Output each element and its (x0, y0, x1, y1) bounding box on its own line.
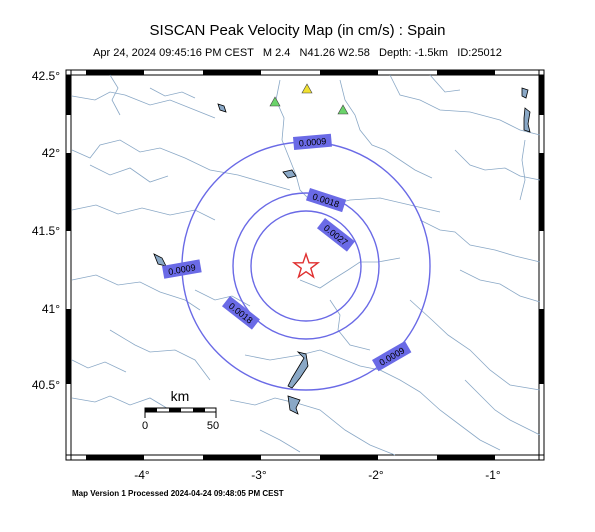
lat-tick-label: 42° (41, 146, 60, 160)
lon-tick-label: -4° (134, 468, 150, 482)
contour-label: 0.0018 (311, 191, 341, 210)
contour-label: 0.0018 (226, 300, 255, 326)
lat-tick-label: 40.5° (31, 378, 60, 392)
contour-label: 0.0009 (298, 136, 327, 149)
lon-tick-label: -1° (485, 468, 501, 482)
processing-note: Map Version 1 Processed 2024-04-24 09:48:05 PM CEST (72, 489, 284, 498)
contour-label: 0.0027 (321, 222, 350, 248)
contour-label: 0.0009 (377, 345, 407, 368)
lon-axis (134, 468, 501, 482)
contour-label: 0.0009 (167, 262, 197, 277)
lat-axis (32, 69, 60, 392)
scale-bar-title: km (170, 388, 190, 404)
scale-bar-min: 0 (141, 420, 149, 432)
lat-tick-label: 42.5° (31, 69, 60, 83)
map-frame (66, 70, 544, 460)
lat-tick-label: 41° (41, 302, 60, 316)
map-title: SISCAN Peak Velocity Map (in cm/s) : Spain (149, 22, 446, 39)
lon-tick-label: -3° (251, 468, 267, 482)
event-info: Apr 24, 2024 09:45:16 PM CEST M 2.4 N41.26 W2.58 Depth: -1.5km ID:25012 (93, 47, 502, 59)
scale-bar-max: 50 (206, 420, 220, 432)
lon-tick-label: -2° (368, 468, 384, 482)
lat-tick-label: 41.5° (31, 224, 60, 238)
